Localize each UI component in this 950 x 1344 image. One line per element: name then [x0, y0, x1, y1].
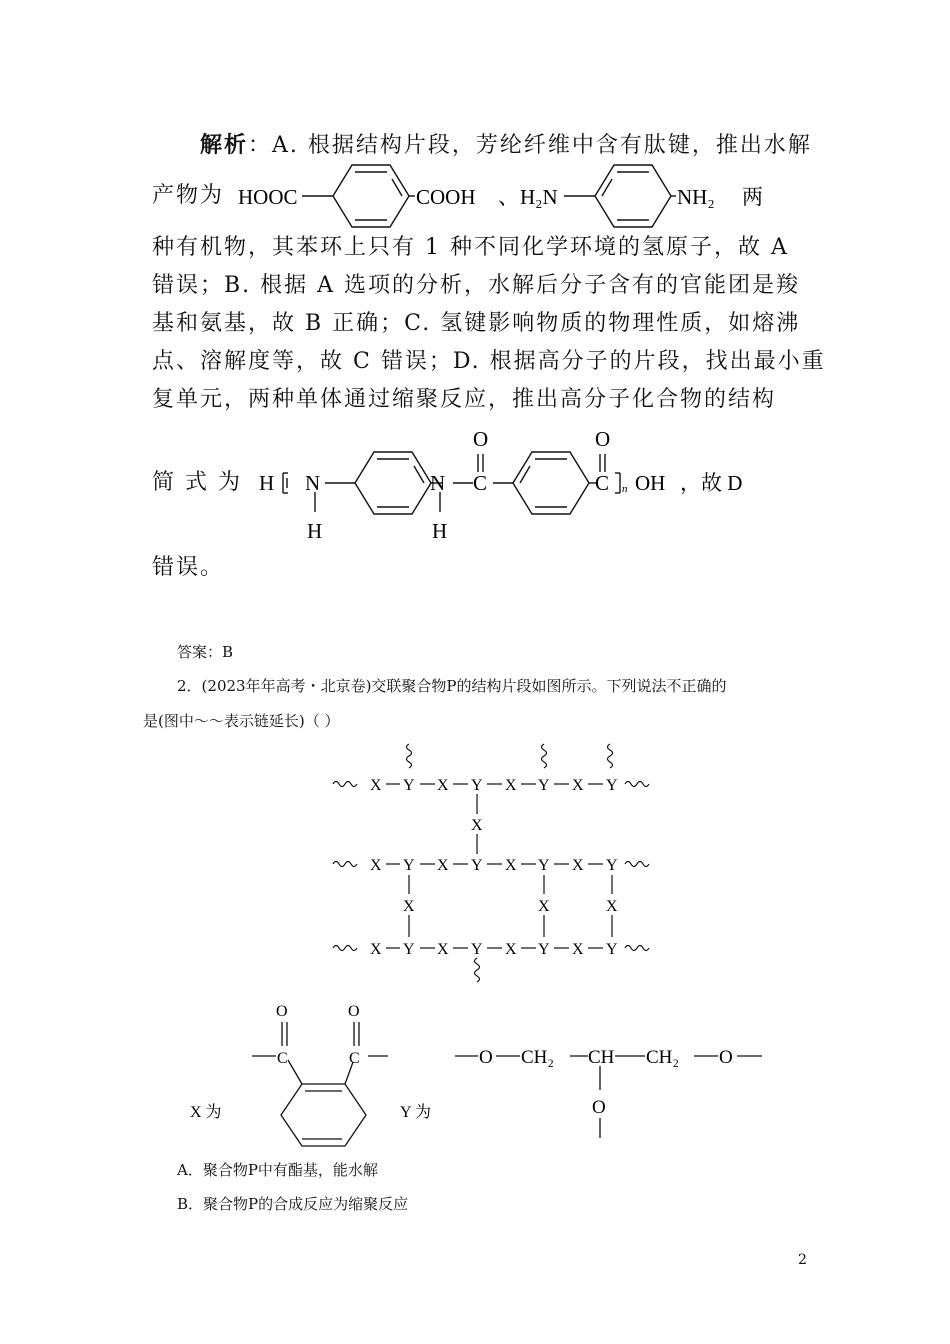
page-number: 2: [798, 1252, 807, 1268]
net-r1-4: X: [505, 777, 517, 794]
net-bridge-2a: X: [403, 898, 415, 915]
analysis-line-6: 点、溶解度等，故 C 错误；D. 根据高分子的片段，找出最小重: [152, 349, 826, 374]
y-o-left: O: [479, 1047, 493, 1068]
option-b: B．聚合物P的合成反应为缩聚反应: [177, 1195, 409, 1213]
net-r3-7: Y: [606, 941, 618, 958]
question-line-1: 2．(2023年年高考・北京卷)交联聚合物P的结构片段如图所示。下列说法不正确的: [177, 677, 727, 695]
net-r3-5: Y: [538, 941, 550, 958]
net-r1-0: X: [370, 777, 382, 794]
net-r2-2: X: [437, 857, 449, 874]
y-o-down: O: [592, 1097, 606, 1118]
net-r1-2: X: [437, 777, 449, 794]
option-a: A．聚合物P中有酯基，能水解: [177, 1161, 378, 1179]
analysis-line-2-end: 两: [742, 185, 763, 209]
network-figure: [325, 738, 660, 993]
net-bridge-1: X: [471, 817, 483, 834]
amine-left-group: H₂N: [520, 185, 558, 209]
net-r2-5: Y: [538, 857, 550, 874]
net-r2-7: Y: [606, 857, 618, 874]
net-bridge-2c: X: [606, 898, 618, 915]
acid-right-group: COOH: [416, 185, 476, 209]
answer-text: 答案：B: [177, 643, 234, 661]
analysis-line-1: 解析：A. 根据结构片段，芳纶纤维中含有肽键，推出水解: [200, 132, 812, 158]
analysis-line-4: 错误；B. 根据 A 选项的分析，水解后分子含有的官能团是羧: [152, 273, 801, 298]
net-r3-6: X: [572, 941, 584, 958]
analysis-line-7: 复单元，两种单体通过缩聚反应，推出高分子化合物的结构: [152, 387, 777, 412]
polymer-h1: H: [307, 519, 323, 543]
net-r3-2: X: [437, 941, 449, 958]
x-c2: C: [349, 1050, 360, 1067]
analysis-line-9: 错误。: [152, 555, 225, 580]
polymer-h2: H: [432, 519, 448, 543]
net-r2-3: Y: [471, 857, 483, 874]
hydrolysis-products-figure: [230, 160, 763, 232]
analysis-line-8-end: ，故 D: [680, 471, 743, 495]
analysis-label: 解析: [200, 132, 249, 158]
xy-structures-figure: [190, 990, 780, 1150]
question-line-2: 是(图中～～表示链延长)（ ）: [143, 712, 340, 730]
net-r1-3: Y: [471, 777, 483, 794]
net-r3-4: X: [505, 941, 517, 958]
analysis-line-8-left: 简 式 为: [152, 470, 242, 495]
polymer-subscript-n: n: [622, 483, 628, 495]
x-label: X 为: [190, 1104, 222, 1121]
analysis-line-2-left: 产物为: [152, 183, 225, 208]
net-r2-0: X: [370, 857, 382, 874]
net-r1-5: Y: [538, 777, 550, 794]
polymer-h-end: H: [259, 471, 275, 495]
net-r1-7: Y: [606, 777, 618, 794]
polymer-oh-end: OH: [635, 471, 666, 495]
y-ch2-left: CH₂: [521, 1047, 555, 1068]
products-separator: 、: [498, 185, 519, 209]
net-r2-6: X: [572, 857, 584, 874]
polymer-n1: N: [305, 471, 321, 495]
y-ch2-right: CH₂: [646, 1047, 680, 1068]
net-r1-1: Y: [403, 777, 415, 794]
net-r1-6: X: [572, 777, 584, 794]
polymer-o1: O: [473, 427, 489, 451]
net-r3-1: Y: [403, 941, 415, 958]
net-r2-1: Y: [403, 857, 415, 874]
polymer-structure-figure: [255, 420, 765, 550]
amine-right-group: NH₂: [677, 185, 715, 209]
y-o-right: O: [719, 1047, 733, 1068]
polymer-o2: O: [595, 427, 611, 451]
polymer-c1: C: [473, 471, 488, 495]
polymer-c2: C: [595, 471, 610, 495]
analysis-line-3: 种有机物，其苯环上只有 1 种不同化学环境的氢原子，故 A: [152, 235, 789, 260]
net-r3-3: Y: [471, 941, 483, 958]
polymer-n2: N: [430, 471, 446, 495]
net-r3-0: X: [370, 941, 382, 958]
net-r2-4: X: [505, 857, 517, 874]
y-label: Y 为: [400, 1104, 431, 1121]
net-bridge-2b: X: [538, 898, 550, 915]
x-o1: O: [276, 1003, 288, 1020]
x-c1: C: [277, 1050, 288, 1067]
analysis-line-5: 基和氨基，故 B 正确；C. 氢键影响物质的物理性质，如熔沸: [152, 311, 801, 336]
acid-left-group: HOOC: [238, 185, 298, 209]
y-ch: CH: [588, 1047, 615, 1068]
x-o2: O: [348, 1003, 360, 1020]
